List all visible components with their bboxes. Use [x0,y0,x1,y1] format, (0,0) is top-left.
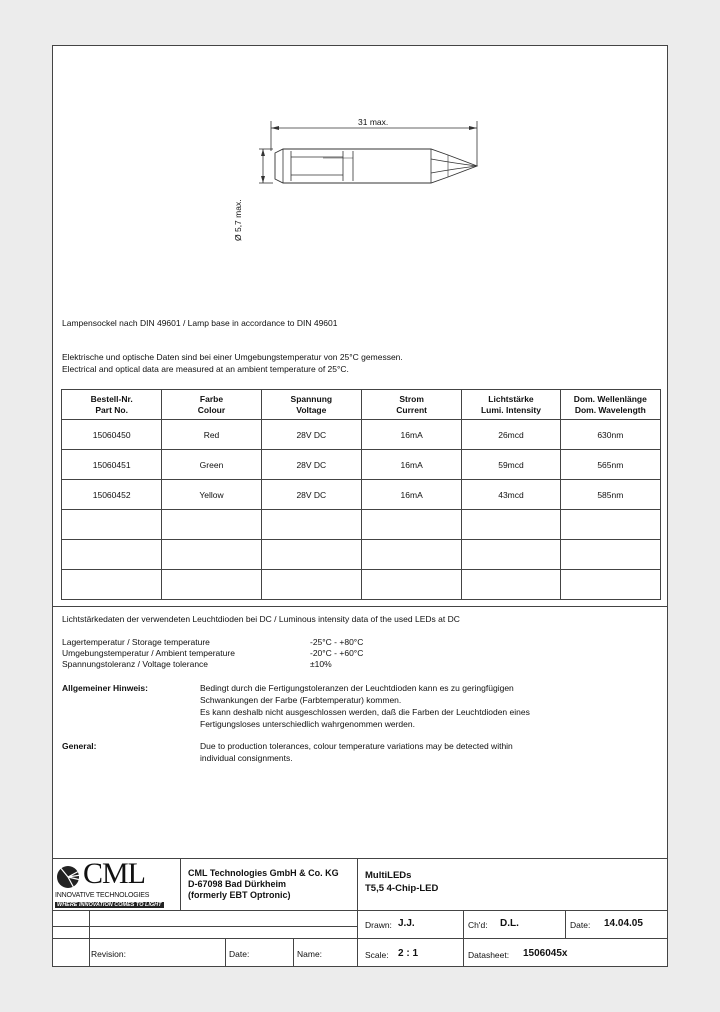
empty-cell [462,570,560,600]
company-line: D-67098 Bad Dürkheim [188,879,287,889]
general-en-label: General: [62,741,97,751]
intensity-cell: 59mcd [462,450,560,480]
condition-ambient-label: Umgebungstemperatur / Ambient temperature [62,648,235,658]
title-block [53,858,667,966]
scale-label: Scale: [365,950,389,960]
datasheet-label: Datasheet: [468,950,510,960]
empty-cell [560,540,660,570]
condition-storage-value: -25°C - +80°C [310,637,364,647]
general-en-line: Due to production tolerances, colour temperature variations may be detected within [200,741,513,751]
empty-cell [560,510,660,540]
voltage-cell: 28V DC [261,420,361,450]
product-line: MultiLEDs [365,870,412,881]
table-row [62,510,661,540]
condition-voltage-value: ±10% [310,659,332,669]
name-label: Name: [297,949,323,959]
header-wavelength: Dom. Wellenlänge Dom. Wavelength [560,390,660,420]
empty-cell [162,540,261,570]
company-line: CML Technologies GmbH & Co. KG [188,868,339,878]
empty-cell [361,570,461,600]
table-row [62,540,661,570]
wavelength-cell: 565nm [560,450,660,480]
current-cell: 16mA [361,480,461,510]
logo-text: CML [83,857,146,890]
wavelength-cell: 585nm [560,480,660,510]
general-de-line: Fertigungsloses unterschiedlich wahrgenommen werden. [200,719,415,729]
empty-cell [62,570,162,600]
condition-storage-label: Lagertemperatur / Storage temperature [62,637,210,647]
drawn-value: J.J. [398,918,415,929]
part-no-cell: 15060452 [62,480,162,510]
drawn-label: Drawn: [365,920,392,930]
part-no-cell: 15060451 [62,450,162,480]
empty-cell [162,510,261,540]
date-label: Date: [570,920,591,930]
divider [53,606,667,607]
empty-cell [462,510,560,540]
datasheet-value: 1506045x [523,948,568,959]
general-en-line: individual consignments. [200,753,293,763]
table-header-row [62,390,661,420]
empty-cell [162,570,261,600]
intensity-cell: 43mcd [462,480,560,510]
header-current: Strom Current [361,390,461,420]
general-de-label: Allgemeiner Hinweis: [62,683,148,693]
condition-voltage-label: Spannungstoleranz / Voltage tolerance [62,659,209,669]
empty-cell [462,540,560,570]
length-dimension-label: 31 max. [358,117,389,127]
datasheet-sheet [52,45,668,967]
empty-cell [361,540,461,570]
scale-value: 2 : 1 [398,948,419,959]
date-value: 14.04.05 [604,918,643,929]
wavelength-cell: 630nm [560,420,660,450]
cml-logo [55,857,180,910]
revision-date-label: Date: [229,949,250,959]
logo-subtitle: INNOVATIVE TECHNOLOGIES [55,892,150,899]
empty-cell [560,570,660,600]
lamp-drawing [233,111,523,246]
table-row [62,450,661,480]
empty-cell [361,510,461,540]
colour-cell: Green [162,450,261,480]
header-part-no: Bestell-Nr. Part No. [62,390,162,420]
voltage-cell: 28V DC [261,450,361,480]
empty-cell [261,570,361,600]
checked-label: Ch'd: [468,920,488,930]
part-no-cell: 15060450 [62,420,162,450]
checked-value: D.L. [500,918,519,929]
table-row [62,480,661,510]
colour-cell: Yellow [162,480,261,510]
condition-ambient-value: -20°C - +60°C [310,648,364,658]
ambient-note-en: Electrical and optical data are measured at an ambient temperature of 25°C. [62,364,349,374]
general-de-line: Schwankungen der Farbe (Farbtemperatur) kommen. [200,695,402,705]
sun-icon [55,864,81,890]
empty-cell [261,510,361,540]
voltage-cell: 28V DC [261,480,361,510]
general-de-line: Bedingt durch die Fertigungstoleranzen der Leuchtdioden kann es zu geringfügigen [200,683,514,693]
revision-label: Revision: [91,949,126,959]
current-cell: 16mA [361,420,461,450]
diameter-dimension-label: Ø 5,7 max. [233,199,243,241]
intensity-note: Lichtstärkedaten der verwendeten Leuchtdioden bei DC / Luminous intensity data of the used LEDs at DC [62,614,460,624]
current-cell: 16mA [361,450,461,480]
intensity-cell: 26mcd [462,420,560,450]
product-line: T5,5 4-Chip-LED [365,883,439,894]
header-voltage: Spannung Voltage [261,390,361,420]
general-de-line: Es kann deshalb nicht ausgeschlossen werden, daß die Farben der Leuchtdioden eines [200,707,530,717]
ambient-note-de: Elektrische und optische Daten sind bei einer Umgebungstemperatur von 25°C gemessen. [62,352,403,362]
company-line: (formerly EBT Optronic) [188,890,291,900]
empty-cell [62,510,162,540]
table-row [62,420,661,450]
empty-cell [62,540,162,570]
logo-tagline: WHERE INNOVATION COMES TO LIGHT [57,902,162,908]
lamp-base-note: Lampensockel nach DIN 49601 / Lamp base in accordance to DIN 49601 [62,318,338,328]
colour-cell: Red [162,420,261,450]
header-intensity: Lichtstärke Lumi. Intensity [462,390,560,420]
empty-cell [261,540,361,570]
table-row [62,570,661,600]
header-colour: Farbe Colour [162,390,261,420]
spec-table [61,389,661,600]
